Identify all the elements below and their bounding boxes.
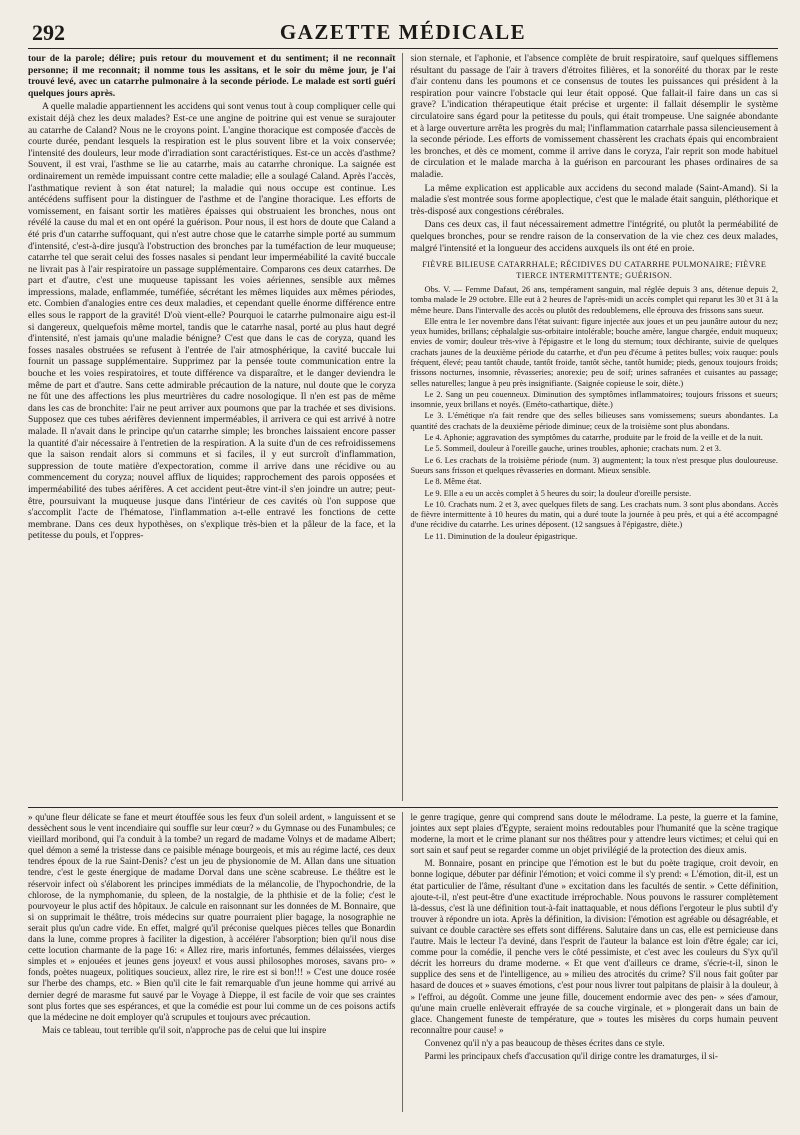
feuilleton-left-paragraph-1: » qu'une fleur délicate se fane et meurt étouffée sous les feux d'un soleil ardent, » languissent et se dessèchent sous le vent incendiaire qui souffle sur leur cœur? » du Gymnase ou des Funambules; ce vieillard moribond, qui l'a conduit à la tombe? un regard de madame Volnys et de madame Albert; quel démon a semé la tristesse dans ce paisible ménage bourgeois, et mis au régime lacté, ces deux tendres époux de la rue Saint-Denis? c'est un jeu de physionomie de M. Allan dans une situation tendre, c'est le geste énergique de madame Dorval dans une scène scabreuse. Le théâtre est le réservoir infect où s'élaborent les principes immédiats de la mélancolie, de l'hypochondrie, de la chlorose, de la nymphomanie, du spleen, de la nostalgie, de la phthisie et de la folie; c'est le pourvoyeur le plus actif des hôpitaux. Je calcule en raisonnant sur les données de M. Bonnaire, que si on supprimait le théâtre, trois médecins sur quatre pourraient plier bagage, la nosographie ne serait plus qu'un cadre vide. En effet, malgré qu'il préconise quelques pièces telles que Bonardin dans la lune, comme propres à faciliter la digestion, à accélérer l'absorption; bien qu'il nous dise cette locution charmante de la page 16: « Allez rire, maris infortunés, femmes délaissées, vierges simples et » enjouées et jeunes gens joyeux! et vous aussi philosophes moroses, savans pro- » fonds, poètes nuageux, politiques soucieux, allez rire, le rire est si bon!!! » C'est une douce rosée sur l'herbe des champs, etc. » Bien qu'il cite le fait remarquable d'un jeune homme qui arrivé au dernier degré de marasme fut sauvé par le Voyage à Dieppe, il est facile de voir que ses craintes sont plus fortes que ses espérances, et que la comédie est pour lui comme un de ces poisons actifs que la médecine ne doit employer qu'à scrupules et toujours avec précaution. <box>28 812 396 1022</box>
feuilleton-right-paragraph-2: M. Bonnaire, posant en principe que l'émotion est le but du poète tragique, croit devoir, en bonne logique, débuter par définir l'émotion; et voici comme il s'y prend: « L'émotion, dit-il, est un état particulier de l'âme, résultant d'une » excitation dans les facultés de sentir. » Cette définition, ajoute-t-il, n'est peut-être d'une exactitude irréprochable. Nous pouvons le rassurer complètement là-dessus, c'est là une définition tout-à-fait inattaquable, et nous défions l'ergoteur le plus subtil d'y trouver à répondre un iota. Après la définition, la division: l'émotion est agréable ou désagréable, et suivant ce double caractère ses effets sont différens. Salutaire dans un cas, elle est pernicieuse dans l'autre. Mais le lecteur l'a deviné, dans l'esprit de l'auteur la balance est loin d'être égale; car ici, comme pour la comédie, il penche vers le côté pessimiste, et c'est avec les couleurs du S'yx qu'il décrit les horreurs du drame moderne. « Et que vent d'ailleurs ce drame, s'écrie-t-il, sinon le supplice des sens et de l'intelligence, au » milieu des atrocités du crime? S'il nous fait goûter par hasard de douces et » suaves émotions, c'est pour nous livrer tout palpitans de plaisir à la douleur, à » l'effroi, au dégoût. Comme une jeune fille, doucement endormie avec des pen- » sées d'amour, qu'une main cruelle enlèverait effrayée de sa couche virginale, et » plongerait dans un bain de glace. Changement funeste de température, que » toutes les misères du corps humain peuvent reconnaître pour cause! » <box>410 858 778 1035</box>
page-number: 292 <box>32 20 65 45</box>
observation-entry: Le 8. Même état. <box>424 477 482 487</box>
observation-entry: Le 10. Crachats num. 2 et 3, avec quelques filets de sang. Les crachats num. 3 sont plus abondans. Accès de fièvre intermittente à 10 heures du matin, qui a duré toute la journée à peu près, et qui a été accompagné d'une récidive du catarrhe. Les urines déposent. (12 sangsues à l'épigastre, diète.) <box>410 499 778 530</box>
observation-entry: Le 4. Aphonie; aggravation des symptômes du catarrhe, produite par le froid de la veille et de la nuit. <box>424 433 763 443</box>
left-column <box>28 53 402 801</box>
right-paragraph-1: sion sternale, et l'aphonie, et l'absence complète de bruit respiratoire, sauf quelques sifflemens résultant du passage de l'air à travers d'étroites filières, et la sonoréité du thorax par le reste d'air contenu dans les poumons et ce consensus de toutes les puissances qui président à la respiration pour vaincre l'obstacle qui leur était opposé. Que fallait-il faire dans un cas si grave? L'indication thérapeutique était précise et urgente: il fallait désemplir le système circulatoire sans égard pour la petitesse du pouls, qui était trompeuse. Une saignée abondante et à large ouverture arrêta les progrès du mal; l'inflammation catarrhale passa silencieusement à la seconde période. Les efforts de vomissement chassèrent les crachats épais qui encombraient les bronches, et dès ce moment, comme il arrive dans le coryza, l'air reprit son mode habituel de circulation et le malade marcha à la guérison en parcourant les phases ordinaires de sa maladie. <box>410 53 778 180</box>
observation-entry: Le 3. L'émétique n'a fait rendre que des selles bilieuses sans vomissemens; sueurs abondantes. La quantité des crachats de la deuxième période diminue; ceux de la troisième sont plus abondans. <box>410 411 778 431</box>
observation-entry: Le 11. Diminution de la douleur épigastrique. <box>424 531 578 541</box>
observation-block <box>411 285 779 542</box>
observation-entry: Le 5. Sommeil, douleur à l'oreille gauche, urines troubles, aphonie; crachats num. 2 et 3. <box>424 444 721 454</box>
observation-entry: Le 9. Elle a eu un accès complet à 5 heures du soir; la douleur d'oreille persiste. <box>424 488 692 498</box>
right-column <box>402 53 779 801</box>
right-paragraph-3: Dans ces deux cas, il faut nécessairement admettre l'intégrité, ou plutôt la perméabilité de quelques bronches, pour se rendre raison de la conservation de la vie chez ces deux malades, malgré l'intensité et la longueur des accidens auxquels ils ont été en proie. <box>410 219 778 254</box>
journal-title: GAZETTE MÉDICALE <box>279 20 527 44</box>
right-paragraph-2: La même explication est applicable aux accidens du second malade (Saint-Amand). Si la maladie s'est montrée sous forme apoplectique, c'est que le malade était sanguin, pléthorique et très-disposé aux congestions cérébrales. <box>410 182 778 217</box>
page-header <box>28 14 778 49</box>
feuilleton-left-column <box>28 812 402 1112</box>
feuilleton-right-column <box>402 812 779 1112</box>
left-paragraph-1: tour de la parole; délire; puis retour du mouvement et du sentiment; il ne reconnaît personne; il me reconnait; il nomme tous les assitans, et le soir du même jour, je l'ai trouvé levé, avec un catarrhe pulmonaire à la seconde période. Le malade est sorti guéri quelques jours après. <box>28 53 396 99</box>
feuilleton-divider <box>28 807 778 808</box>
observation-entry: Obs. V. — Femme Dafaut, 26 ans, tempérament sanguin, mal réglée depuis 3 ans, détenue depuis 2, tomba malade le 29 octobre. Elle eut à 2 heures de l'après-midi un accès complet qui reparut les 30 et 31 à la même heure. Dans l'intervalle des accès ou plutôt des redoublemens, elle éprouva des frissons sans sueur. <box>410 284 778 315</box>
main-columns <box>28 53 778 801</box>
left-paragraph-2: A quelle maladie appartiennent les accidens qui sont venus tout à coup compliquer celle qui existait déjà chez les deux malades? Est-ce une angine de poitrine qui est venue se surajouter au catarrhe de Caland? Nous ne le croyons point. L'angine thoracique est composée d'accès de courte durée, pendant lesquels la respiration est le plus souvent libre et la voix conservée; l'intensité des douleurs, leur mode d'irradiation sont caractéristiques. Est-ce un accès d'asthme? Souvent, il est vrai, l'asthme se lie au catarrhe, mais au catarrhe chronique. La saignée est ordinairement un remède impuissant contre cette maladie; elle a soulagé Caland. Après l'accès, l'asthmatique revient à son état naturel; la maladie qui nous occupe est continue. Les antécédens suffisent pour la distinguer de l'asthme et de l'angine thoracique. Les efforts de vomissement, en faisant sortir les matières épaisses qui obstruaient les bronches, nous ont révélé la cause du mal et en ont opéré la guérison. Pour nous, il est hors de doute que Caland a été pris d'un catarrhe suffoquant, qui n'est autre chose que le catarrhe simple porté au summum d'intensité, c'est-à-dire jusqu'à l'obstruction des bronches par la tuméfaction de leur muqueuse; catarrhe tel que serait celui des fosses nasales si pendant leur imperméabilité la cavité buccale ne livrait pas à l'air respiratoire un passage supplémentaire. Comparons ces deux catarrhes. De part et d'autre, c'est une muqueuse tapissant les voies aériennes, sensible aux mêmes impressions, malade, enflammée, tuméfiée, sécrétant les mêmes liquides aux mêmes périodes, etc. Combien d'analogies entre ces deux maladies, et cependant quelle énorme différence entre elles sous le rapport de la gravité! D'où vient-elle? Pourquoi le catarrhe pulmonaire aigu est-il si dangereux, quelquefois même mortel, tandis que le catarrhe nasal, porté au plus haut degré d'intensité, n'est jamais qu'une maladie bénigne? C'est que dans le cas de coryza, quand les fosses nasales obstruées se refusent à l'entrée de l'air atmosphérique, la cavité buccale lui fournit un passage supplémentaire. Supprimez par la pensée toute communication entre la bouche et les voies respiratoires, et toute différence va disparaître, et le danger deviendra le même de part et d'autre. Sans cette admirable précaution de la nature, nul doute que le coryza ne fût une des affections les plus meurtrières du cadre nosologique. Il n'en est pas de même dans les cas de bronchite: l'air ne peut arriver aux poumons que par la trachée et ses divisions. Supposez que ces tubes aérifères deviennent imperméables, il arrivera ce qui est arrivé à notre malade. Il n'avait dans le principe qu'un catarrhe simple; les bronches laissaient encore passer la quantité d'air nécessaire à l'entretien de la respiration. A la suite d'un de ces refroidissemens que la saison rendait alors si communs et si faciles, il y eut surcroît d'inflammation, suppression de toute matière d'expectoration, comme il arrive dans une récidive ou au commencement du coryza; nouvel afflux de liquides; rapprochement des parois opposées et imperméabilité des tubes aérifères. A cet accident peut-être vint-il s'en joindre un autre; peut-être, poursuivant la muqueuse jusque dans l'intérieur de ces cavités où l'on suppose que s'accomplit l'acte de l'hématose, l'inflammation a-t-elle entravé les fonctions de cette membrane. Dans ces deux hypothèses, on s'explique très-bien et la pâleur de la face, et la petitesse du pouls, et l'oppres- <box>28 101 396 542</box>
observation-entry: Le 6. Les crachats de la troisième période (num. 3) augmentent; la toux n'est presque plus douloureuse. Sueurs sans frisson et quelques rêvasseries en dormant. Mieux sensible. <box>410 455 778 475</box>
observation-entry: Elle entra le 1er novembre dans l'état suivant: figure injectée aux joues et un peu jaunâtre autour du nez; yeux humides, brillans; céphalalgie sus-orbitaire intolérable; bouche amère, langue chargée, enduit muqueux; envies de vomir; douleur très-vive à l'épigastre et le long du sternum; toux déchirante, suivie de quelques crachats jaunes de la deuxième période du catarrhe, et d'un peu d'écume à petites bulles; voix rauque: pouls fréquent, élevé; peau tantôt chaude, tantôt froide, tantôt sèche, tantôt humide; pieds, genoux toujours froids; frissons nocturnes, insomnie, rêvasseries; anorexie; peu de soif; urines safranées et cuisantes au passage; selles naturelles; langue à peu près insignifiante. (Saignée copieuse le soir, diète.) <box>410 316 778 388</box>
feuilleton-left-paragraph-2: Mais ce tableau, tout terrible qu'il soit, n'approche pas de celui que lui inspire <box>42 1024 327 1035</box>
section-heading: FIÈVRE BILIEUSE CATARRHALE; RÉCIDIVES DU CATARRHE PULMONAIRE; FIÈVRE TIERCE INTERMITTENTE; GUÉRISON. <box>422 260 767 280</box>
feuilleton-right-paragraph-4: Parmi les principaux chefs d'accusation qu'il dirige contre les dramaturges, il si- <box>424 1050 718 1061</box>
feuilleton-right-paragraph-1: le genre tragique, genre qui comprend sans doute le mélodrame. La peste, la guerre et la famine, jointes aux sept plaies d'Egypte, seraient moins redoutables pour l'humanité que la scène tragique moderne, la mort et le crime planant sur nos théâtres pour y attendre leurs victimes; et celui qui en sort sain et sauf peut se regarder comme un objet privilégié de la protection des dieux amis. <box>410 812 778 856</box>
feuilleton <box>28 812 778 1112</box>
feuilleton-right-paragraph-3: Convenez qu'il n'y a pas beaucoup de thèses écrites dans ce style. <box>424 1037 665 1048</box>
observation-entry: Le 2. Sang un peu couenneux. Diminution des symptômes inflammatoires; toujours frissons et sueurs; insomnie, yeux brillans et noyés. (Eméto-cathartique, diète.) <box>410 389 778 410</box>
